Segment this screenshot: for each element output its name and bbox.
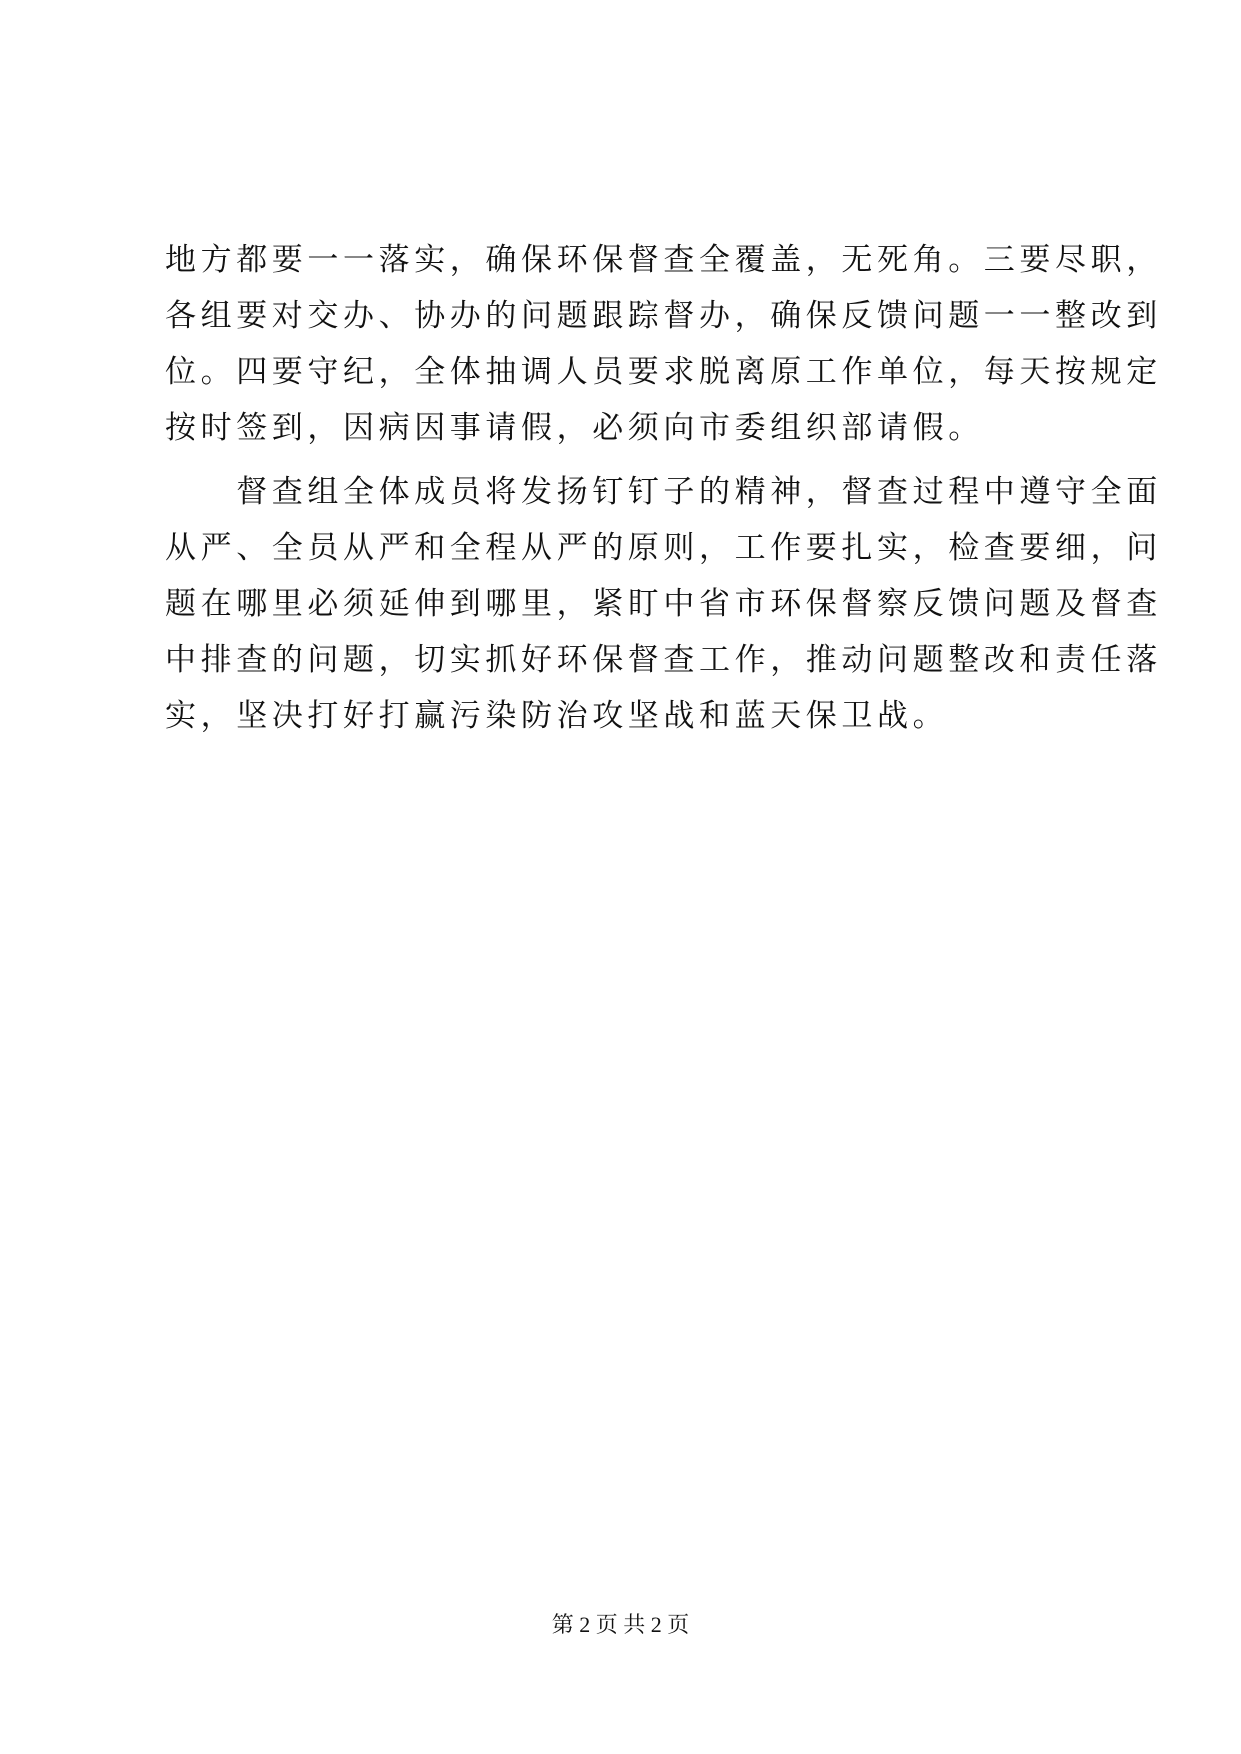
page-number: 第 2 页 共 2 页 xyxy=(551,1612,690,1637)
text-line: 题在哪里必须延伸到哪里，紧盯中省市环保督察反馈问题及督查 xyxy=(165,586,1162,622)
text-line: 中排查的问题，切实抓好环保督查工作，推动问题整改和责任落 xyxy=(165,642,1162,678)
paragraph-1 xyxy=(165,232,1162,456)
text-line: 从严、全员从严和全程从严的原则，工作要扎实，检查要细，问 xyxy=(165,530,1162,566)
text-line: 地方都要一一落实，确保环保督查全覆盖，无死角。三要尽职， xyxy=(165,242,1162,278)
text-line: 各组要对交办、协办的问题跟踪督办，确保反馈问题一一整改到 xyxy=(165,298,1162,334)
paragraph-2 xyxy=(165,464,1162,744)
text-line: 位。四要守纪，全体抽调人员要求脱离原工作单位，每天按规定 xyxy=(165,354,1162,390)
page-footer xyxy=(0,1610,1241,1640)
text-line: 督查组全体成员将发扬钉钉子的精神，督查过程中遵守全面 xyxy=(165,474,1162,510)
text-line: 按时签到，因病因事请假，必须向市委组织部请假。 xyxy=(165,410,984,446)
text-line: 实，坚决打好打赢污染防治攻坚战和蓝天保卫战。 xyxy=(165,698,949,734)
document-body xyxy=(165,232,1162,744)
